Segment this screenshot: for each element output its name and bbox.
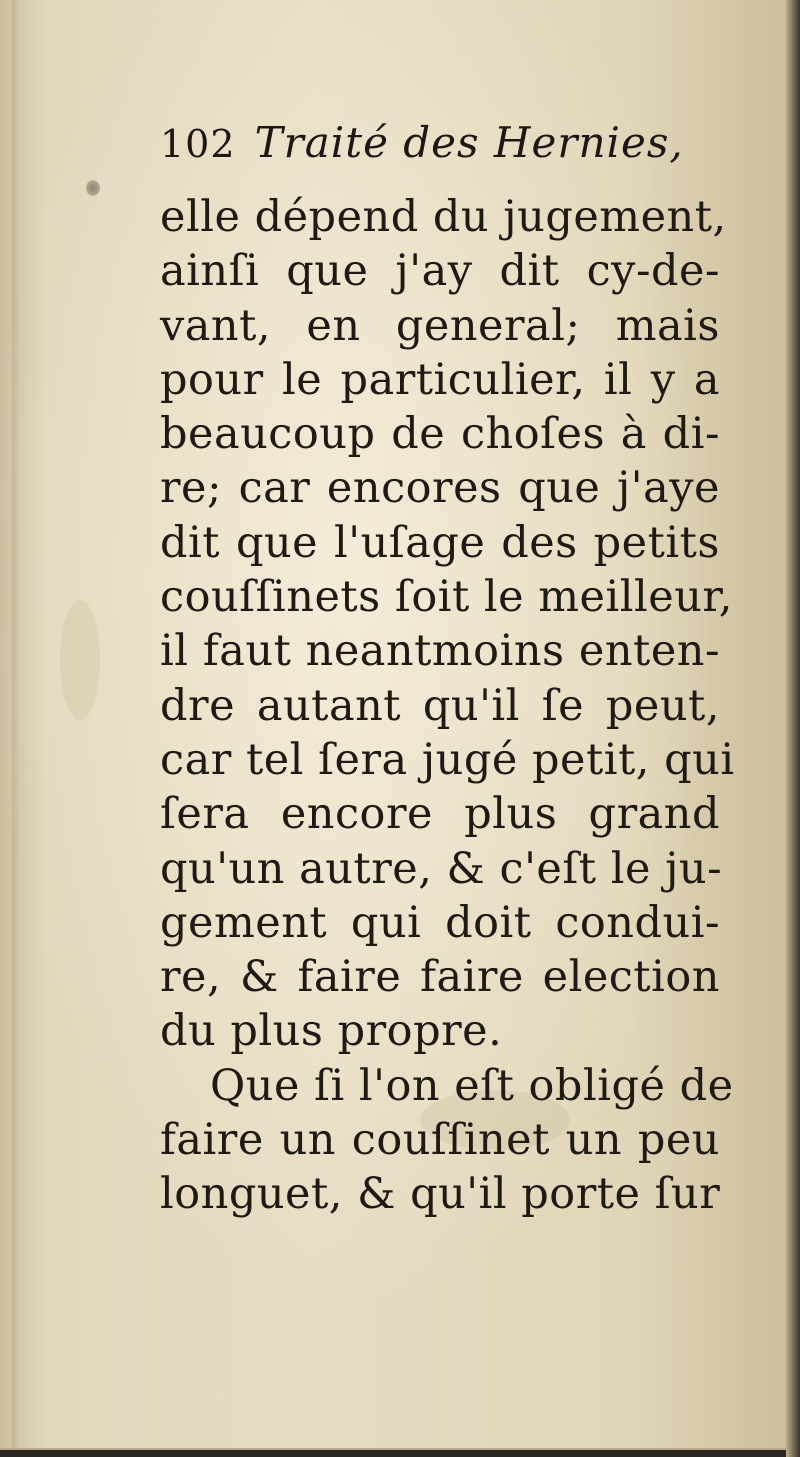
text-line: ainſi que j'ay dit cy-de- <box>160 246 720 297</box>
text-line: gement qui doit condui- <box>160 897 720 948</box>
text-line: dre autant qu'il ſe peut, <box>160 680 720 731</box>
paper-stain <box>60 600 100 720</box>
body-text <box>160 190 735 1222</box>
book-edge-shadow <box>786 0 800 1457</box>
page-number: 102 <box>160 122 236 166</box>
ink-spot <box>86 180 100 196</box>
text-line: car tel ſera jugé petit, qui <box>160 734 735 785</box>
text-line: ſera encore plus grand <box>160 789 720 840</box>
text-line: il faut neantmoins enten- <box>160 626 720 677</box>
text-line: qu'un autre, & c'eſt le ju- <box>160 843 723 894</box>
text-line: re; car encores que j'aye <box>160 463 720 514</box>
text-line: couſſinets ſoit le meilleur, <box>160 572 733 623</box>
text-line: vant, en general; mais <box>160 300 720 351</box>
text-line: du plus propre. <box>160 1006 503 1057</box>
text-line: dit que l'uſage des petits <box>160 517 720 568</box>
text-line: faire un couſſinet un peu <box>160 1115 720 1166</box>
page-gutter-shadow <box>12 0 20 1448</box>
text-line: Que ſi l'on eſt obligé de <box>210 1060 734 1111</box>
page-header <box>160 118 720 178</box>
text-line: pour le particulier, il y a <box>160 354 720 405</box>
text-line: elle dépend du jugement, <box>160 192 727 242</box>
running-title: Traité des Hernies, <box>254 118 684 167</box>
text-line: beaucoup de choſes à di- <box>160 409 720 460</box>
text-line: re, & faire faire election <box>160 952 720 1003</box>
text-line: longuet, & qu'il porte ſur <box>160 1169 721 1220</box>
